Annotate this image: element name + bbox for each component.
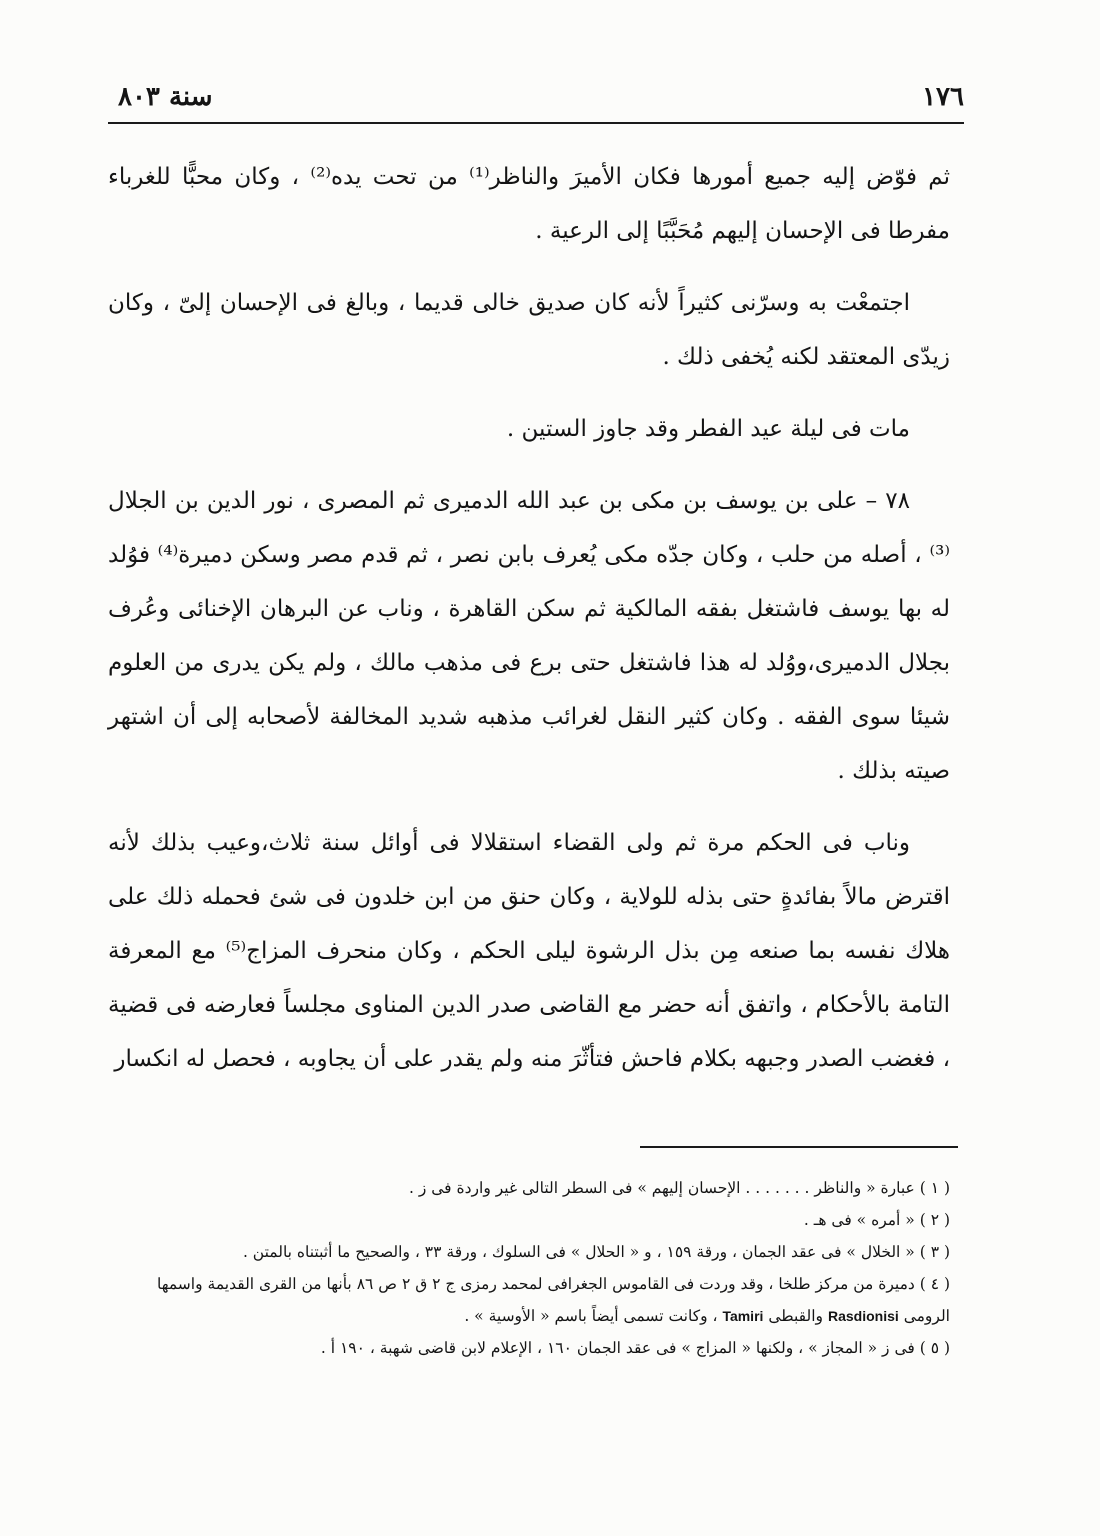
footnote-4-text-a: ( ٤ ) دميرة من مركز طلخا ، وقد وردت فى القاموس الجغرافى لمحمد رمزى ج ٢ ق ٢ ص ٨٦ بأنها من القرى القديمة واسمها الرومى [156,1275,950,1325]
main-text [108,150,950,1104]
footnote-4-text-b: والقبطى [768,1307,824,1325]
footnote-4 [108,1268,950,1332]
footnote-3: ( ٣ ) « الخلال » فى عقد الجمان ، ورقة ١٥٩ ، و « الحلال » فى السلوك ، ورقة ٣٣ ، والصحيح ما أثبتناه بالمتن . [242,1243,950,1261]
running-head-year: سنة ٨٠٣ [118,82,213,112]
footnote-divider [640,1146,958,1148]
footnote-4-coptic-name: Tamiri [722,1308,764,1324]
footnotes [108,1172,950,1364]
paragraph-5: وناب فى الحكم مرة ثم ولى القضاء استقلالا فى أوائل سنة ثلاث،وعيب بذلك لأنه اقترض مالاً بفائدةٍ حتى بذله للولاية ، وكان حنق من ابن خلدون فى شئ فحمله ذلك على هلاك نفسه بما صنعه مِن بذل الرشوة ليلى الحكم ، وكان منحرف المزاج⁽⁵⁾ مع المعرفة التامة بالأحكام ، واتفق أنه حضر مع القاضى صدر الدين المناوى مجلساً فعارضه فى قضية ، فغضب الصدر وجبهه بكلام فاحش فتأثّرَ منه ولم يقدر على أن يجاوبه ، فحصل له انكسار [108,830,950,1072]
footnote-2: ( ٢ ) « أمره » فى هـ . [803,1211,950,1229]
paragraph-2: اجتمعْت به وسرّنى كثيراً لأنه كان صديق خالى قديما ، وبالغ فى الإحسان إلىّ ، وكان زيدّى المعتقد لكنه يُخفى ذلك . [108,290,950,370]
page-header [108,72,964,124]
paragraph-1: ثم فوّض إليه جميع أمورها فكان الأميرَ والناظر⁽¹⁾ من تحت يده⁽²⁾ ، وكان محبًّا للغرباء مفرطا فى الإحسان إليهم مُحَبَّبًا إلى الرعية . [108,164,950,244]
page-number: ١٧٦ [922,82,964,112]
footnote-1: ( ١ ) عبارة « والناظر . . . . . . . الإحسان إليهم » فى السطر التالى غير واردة فى ز . [409,1179,950,1197]
biography-entry-78: ٧٨ – على بن يوسف بن مكى بن عبد الله الدميرى ثم المصرى ، نور الدين بن الجلال ⁽³⁾ ، أصله من حلب ، وكان جدّه مكى يُعرف بابن نصر ، ثم قدم مصر وسكن دميرة⁽⁴⁾ فوُلد له بها يوسف فاشتغل بفقه المالكية ثم سكن القاهرة ، وناب عن البرهان الإخنائى وعُرف بجلال الدميرى،ووُلد له هذا فاشتغل حتى برع فى مذهب مالك ، ولم يكن يدرى من العلوم شيئا سوى الفقه . وكان كثير النقل لغرائب مذهبه شديد المخالفة لأصحابه إلى أن اشتهر صيته بذلك . [108,488,950,784]
paragraph-3: مات فى ليلة عيد الفطر وقد جاوز الستين . [506,416,910,442]
footnote-4-greek-name: Rasdionisi [827,1308,899,1324]
footnote-4-text-c: ، وكانت تسمى أيضاً باسم « الأوسية » . [464,1307,718,1325]
footnote-5: ( ٥ ) فى ز « المجاز » ، ولكنها « المزاج » فى عقد الجمان ١٦٠ ، الإعلام لابن قاضى شهبة ، ١٩٠ أ . [320,1339,950,1357]
